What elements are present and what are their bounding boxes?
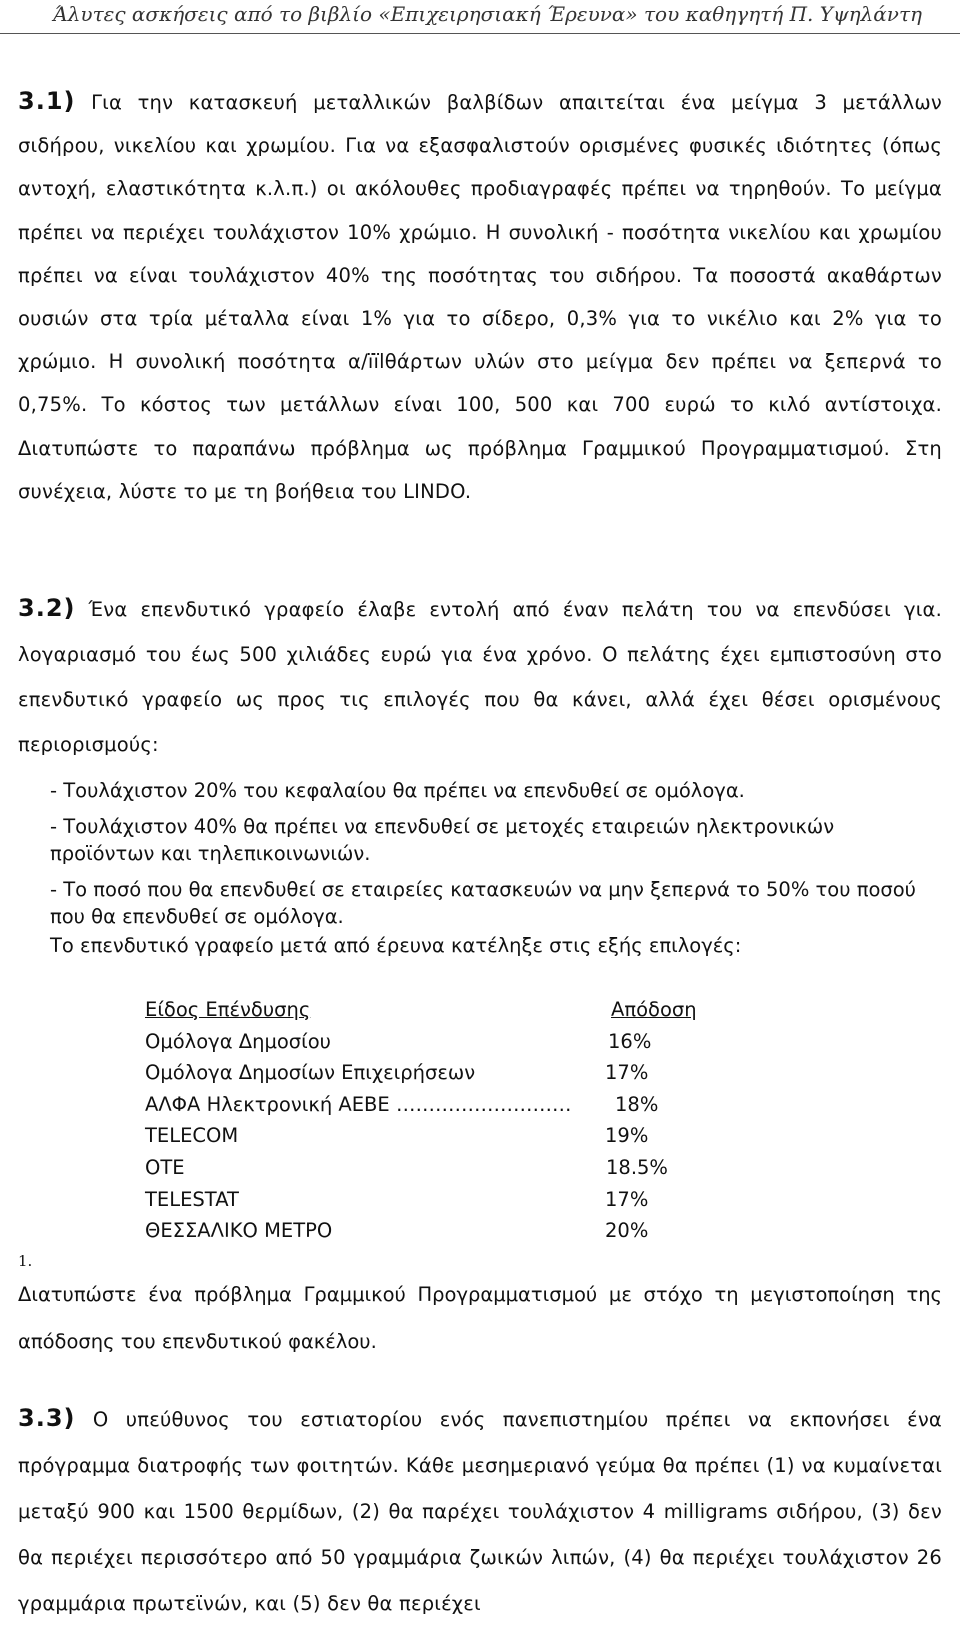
list-number: 1. xyxy=(18,1252,33,1270)
investment-name: Ομόλογα Δημοσίου xyxy=(145,1029,331,1053)
exercise-intro: Ένα επενδυτικό γραφείο έλαβε εντολή από έναν πελάτη του να επενδύσει για. λογαριασμό του έως 500 χιλιάδες ευρώ για ένα χρόνο. Ο πελάτης έχει εμπιστοσύνη στο επενδυτικό γραφείο ως προς τις επιλογές που θα κάνει, αλλά έχει θέσει ορισμένους περιορισμούς: xyxy=(18,598,942,756)
investment-name: ΑΛΦΑ Ηλεκτρονική ΑΕΒΕ ……………………… xyxy=(145,1092,572,1116)
investment-return: 18.5% xyxy=(606,1155,668,1179)
constraints-list xyxy=(50,777,930,939)
investment-name: ΘΕΣΣΑΛΙΚΟ ΜΕΤΡΟ xyxy=(145,1219,333,1243)
investment-name: TELECOM xyxy=(145,1124,239,1148)
constraint-item: - Τουλάχιστον 20% του κεφαλαίου θα πρέπει να επενδυθεί σε ομόλογα. xyxy=(50,779,745,802)
page-header xyxy=(0,0,960,34)
constraint-item: - Τουλάχιστον 40% θα πρέπει να επενδυθεί σε μετοχές εταιρειών ηλεκτρονικών προϊόντων και τηλεπικοινωνιών. xyxy=(50,814,835,865)
exercise-number: 3.1) xyxy=(18,87,76,115)
column-header-return: Απόδοση xyxy=(611,998,697,1021)
exercise-text: Ο υπεύθυνος του εστιατορίου ενός πανεπιστημίου πρέπει να εκπονήσει ένα πρόγραμμα διατροφής των φοιτητών. Κάθε μεσημεριανό γεύμα θα πρέπει (1) να κυμαίνεται μεταξύ 900 και 1500 θερμίδων, (2) θα παρέχει τουλάχιστον 4 milligrams σιδήρου, (3) δεν θα περιέχει περισσότερο από 50 γραμμάρια ζωικών λιπών, (4) θα περιέχει τουλάχιστον 26 γραμμάρια πρωτεϊνών, και (5) δεν θα περιέχει xyxy=(18,1408,942,1615)
investment-name: ΟΤΕ xyxy=(145,1155,185,1179)
exercise-task: Διατυπώστε ένα πρόβλημα Γραμμικού Προγραμματισμού με στόχο τη μεγιστοποίηση της απόδοσης του επενδυτικού φακέλου. xyxy=(18,1283,942,1353)
investment-name: Ομόλογα Δημοσίων Επιχειρήσεων xyxy=(145,1061,476,1085)
exercise-3-1 xyxy=(18,80,942,513)
exercise-number: 3.3) xyxy=(18,1404,76,1432)
column-header-investment: Είδος Επένδυσης xyxy=(145,998,311,1021)
investment-return: 16% xyxy=(608,1029,652,1053)
investment-return: 19% xyxy=(605,1124,649,1148)
constraint-item: - Το ποσό που θα επενδυθεί σε εταιρείες κατασκευών να μην ξεπερνά το 50% του ποσού που θα επενδυθεί σε ομόλογα. xyxy=(50,877,916,928)
investment-name: TELESTAT xyxy=(145,1187,239,1211)
exercise-3-2 xyxy=(18,586,942,767)
exercise-3-3 xyxy=(18,1395,942,1627)
header-title: Άλυτες ασκήσεις από το βιβλίο «Επιχειρησιακή Έρευνα» του καθηγητή Π. Υψηλάντη xyxy=(53,2,922,26)
investment-return: 18% xyxy=(615,1092,659,1116)
exercise-number: 3.2) xyxy=(18,594,76,622)
exercise-text: Για την κατασκευή μεταλλικών βαλβίδων απαιτείται ένα μείγμα 3 μετάλλων σιδήρου, νικελίου και χρωμίου. Για να εξασφαλιστούν ορισμένες φυσικές ιδιότητες (όπως αντοχή, ελαστικότητα κ.λ.π.) οι ακόλουθες προδιαγραφές πρέπει να τηρηθούν. Το μείγμα πρέπει να περιέχει τουλάχιστον 10% χρώμιο. Η συνολική - ποσότητα νικελίου και χρωμίου πρέπει να είναι τουλάχιστον 40% της ποσότητας του σιδήρου. Τα ποσοστά ακαθάρτων ουσιών στα τρία μέταλλα είναι 1% για το σίδερο, 0,3% για το νικέλιο και 2% για το χρώμιο. Η συνολική ποσότητα α/ïïlθάρτων υλών στο μείγμα δεν πρέπει να ξεπερνά το 0,75%. Το κόστος των μετάλλων είναι 100, 500 και 700 ευρώ το κιλό αντίστοιχα. Διατυπώστε το παραπάνω πρόβλημα ως πρόβλημα Γραμμικού Προγραμματισμού. Στη συνέχεια, λύστε το με τη βοήθεια του LINDO. xyxy=(18,91,942,503)
investment-return: 17% xyxy=(605,1061,649,1085)
options-intro: Το επενδυτικό γραφείο μετά από έρευνα κατέληξε στις εξής επιλογές: xyxy=(50,934,742,957)
investment-return: 20% xyxy=(605,1219,649,1243)
investment-return: 17% xyxy=(605,1187,649,1211)
